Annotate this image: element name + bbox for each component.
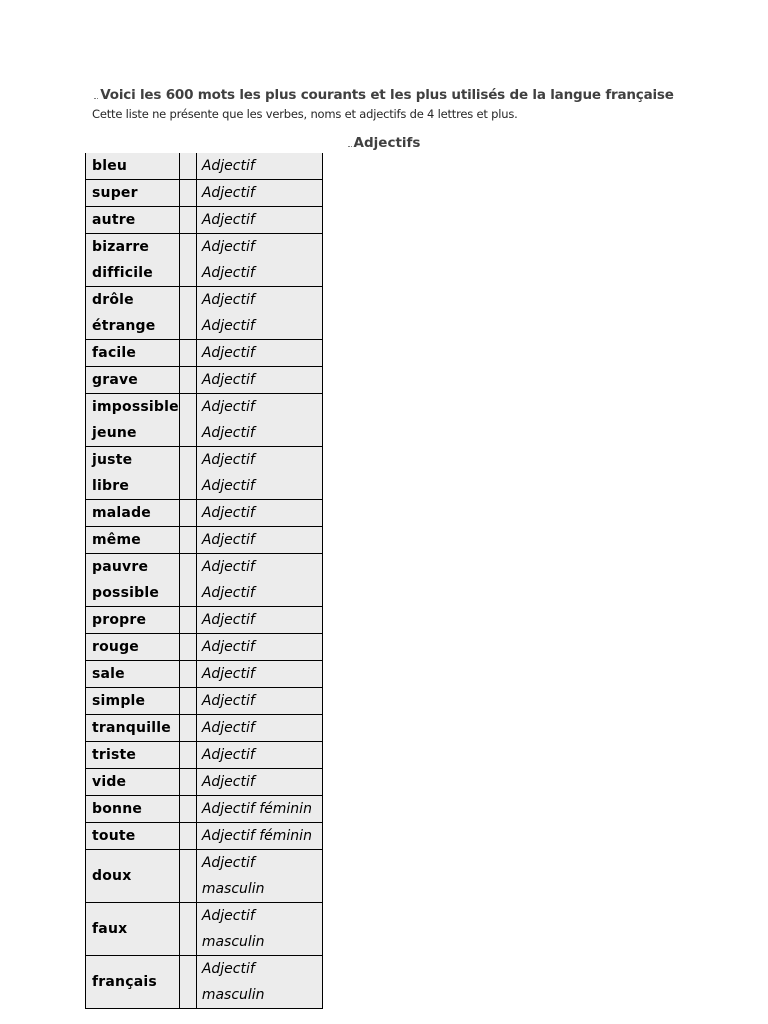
type-cell: Adjectif <box>196 153 322 180</box>
empty-cell <box>179 180 196 207</box>
word-cell: impossible <box>86 394 180 421</box>
word-cell: sale <box>86 661 180 688</box>
type-cell: Adjectif <box>196 180 322 207</box>
word-cell: même <box>86 527 180 554</box>
empty-cell <box>179 367 196 394</box>
empty-cell <box>179 903 196 956</box>
type-cell: Adjectif <box>196 447 322 474</box>
word-cell: vide <box>86 769 180 796</box>
type-cell: Adjectif <box>196 340 322 367</box>
empty-cell <box>179 661 196 688</box>
table-row <box>86 180 323 207</box>
type-cell: Adjectif <box>196 234 322 261</box>
table-row <box>86 554 323 581</box>
table-row <box>86 287 323 314</box>
type-cell: Adjectif <box>196 313 322 340</box>
word-cell: tranquille <box>86 715 180 742</box>
type-cell: Adjectif féminin <box>196 796 322 823</box>
word-cell: super <box>86 180 180 207</box>
type-cell: Adjectif <box>196 769 322 796</box>
word-cell: libre <box>86 473 180 500</box>
type-cell: Adjectif <box>196 688 322 715</box>
section-heading <box>0 135 768 151</box>
type-cell: Adjectif <box>196 634 322 661</box>
type-cell: Adjectif <box>196 742 322 769</box>
word-cell: malade <box>86 500 180 527</box>
empty-cell <box>179 207 196 234</box>
table-row <box>86 313 323 340</box>
word-cell: doux <box>86 850 180 903</box>
table-row <box>86 742 323 769</box>
word-cell: étrange <box>86 313 180 340</box>
table-row <box>86 661 323 688</box>
anchor-mark <box>94 97 98 99</box>
empty-cell <box>179 527 196 554</box>
table-row <box>86 607 323 634</box>
section-heading-text: Adjectifs <box>353 135 421 151</box>
table-row <box>86 260 323 287</box>
word-cell: propre <box>86 607 180 634</box>
word-cell: triste <box>86 742 180 769</box>
type-cell: Adjectif <box>196 420 322 447</box>
empty-cell <box>179 796 196 823</box>
table-row <box>86 527 323 554</box>
type-cell: Adjectif masculin <box>196 850 322 903</box>
empty-cell <box>179 715 196 742</box>
table-row <box>86 340 323 367</box>
empty-cell <box>179 823 196 850</box>
table-row <box>86 634 323 661</box>
table-row <box>86 956 323 1009</box>
table-row <box>86 367 323 394</box>
type-cell: Adjectif <box>196 661 322 688</box>
empty-cell <box>179 394 196 421</box>
empty-cell <box>179 447 196 474</box>
word-cell: bonne <box>86 796 180 823</box>
page-subtitle: Cette liste ne présente que les verbes, noms et adjectifs de 4 lettres et plus. <box>92 107 518 121</box>
empty-cell <box>179 850 196 903</box>
empty-cell <box>179 688 196 715</box>
word-cell: difficile <box>86 260 180 287</box>
type-cell: Adjectif <box>196 715 322 742</box>
word-cell: français <box>86 956 180 1009</box>
page-title <box>0 87 768 103</box>
adjectives-table <box>85 153 323 1009</box>
word-cell: drôle <box>86 287 180 314</box>
type-cell: Adjectif <box>196 527 322 554</box>
type-cell: Adjectif <box>196 394 322 421</box>
word-cell: rouge <box>86 634 180 661</box>
table-row <box>86 234 323 261</box>
type-cell: Adjectif <box>196 367 322 394</box>
empty-cell <box>179 287 196 314</box>
table-row <box>86 207 323 234</box>
table-row <box>86 796 323 823</box>
type-cell: Adjectif <box>196 554 322 581</box>
empty-cell <box>179 313 196 340</box>
table-row <box>86 500 323 527</box>
table-row <box>86 473 323 500</box>
word-cell: facile <box>86 340 180 367</box>
table-row <box>86 420 323 447</box>
table-row <box>86 580 323 607</box>
table-row <box>86 769 323 796</box>
table-row <box>86 688 323 715</box>
type-cell: Adjectif <box>196 473 322 500</box>
type-cell: Adjectif <box>196 287 322 314</box>
table-row <box>86 823 323 850</box>
empty-cell <box>179 769 196 796</box>
type-cell: Adjectif <box>196 580 322 607</box>
empty-cell <box>179 153 196 180</box>
type-cell: Adjectif féminin <box>196 823 322 850</box>
table-row <box>86 394 323 421</box>
empty-cell <box>179 580 196 607</box>
type-cell: Adjectif <box>196 500 322 527</box>
word-cell: faux <box>86 903 180 956</box>
table-row <box>86 447 323 474</box>
empty-cell <box>179 742 196 769</box>
word-cell: pauvre <box>86 554 180 581</box>
word-cell: juste <box>86 447 180 474</box>
word-cell: simple <box>86 688 180 715</box>
table-row <box>86 850 323 903</box>
empty-cell <box>179 607 196 634</box>
empty-cell <box>179 234 196 261</box>
empty-cell <box>179 473 196 500</box>
table-row <box>86 903 323 956</box>
type-cell: Adjectif <box>196 260 322 287</box>
type-cell: Adjectif masculin <box>196 956 322 1009</box>
type-cell: Adjectif masculin <box>196 903 322 956</box>
word-cell: possible <box>86 580 180 607</box>
empty-cell <box>179 420 196 447</box>
type-cell: Adjectif <box>196 207 322 234</box>
table-row <box>86 715 323 742</box>
type-cell: Adjectif <box>196 607 322 634</box>
empty-cell <box>179 634 196 661</box>
word-cell: toute <box>86 823 180 850</box>
empty-cell <box>179 340 196 367</box>
word-cell: bizarre <box>86 234 180 261</box>
word-cell: autre <box>86 207 180 234</box>
anchor-mark <box>348 145 352 147</box>
word-cell: grave <box>86 367 180 394</box>
word-cell: bleu <box>86 153 180 180</box>
table-row <box>86 153 323 180</box>
empty-cell <box>179 260 196 287</box>
word-cell: jeune <box>86 420 180 447</box>
page-title-text: Voici les 600 mots les plus courants et les plus utilisés de la langue française <box>100 87 674 103</box>
empty-cell <box>179 956 196 1009</box>
empty-cell <box>179 500 196 527</box>
empty-cell <box>179 554 196 581</box>
